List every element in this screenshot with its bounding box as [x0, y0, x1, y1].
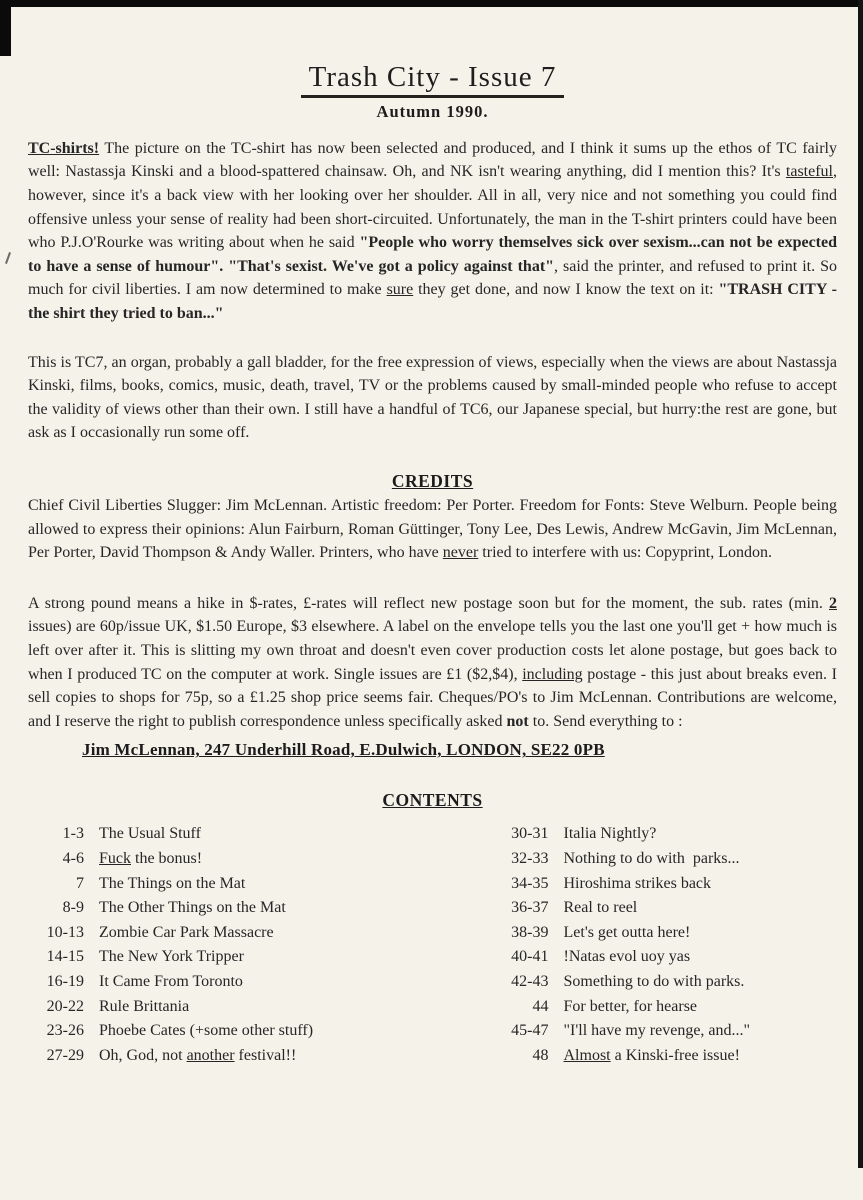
contents-item-title — [564, 921, 691, 946]
contents-list — [28, 822, 837, 1068]
contents-row — [28, 872, 433, 897]
contents-heading-text: CONTENTS — [382, 790, 483, 811]
contents-page-numbers: 20-22 — [46, 997, 84, 1015]
text-segment: TC-shirts! — [28, 139, 100, 157]
subscription-rates-paragraph — [28, 592, 837, 734]
contents-row — [28, 1044, 433, 1069]
contents-item-title — [564, 970, 745, 995]
text-segment: Italia Nightly? — [563, 825, 657, 843]
contents-page-numbers: 34-35 — [511, 874, 549, 892]
contents-row — [28, 945, 433, 970]
contents-item-title — [564, 872, 712, 897]
contents-item-title — [99, 872, 245, 897]
text-segment: !Natas evol uoy yas — [563, 948, 691, 966]
contents-page-numbers: 36-37 — [511, 899, 549, 917]
contents-row — [493, 945, 838, 970]
contents-item-title — [564, 1019, 751, 1044]
contents-row — [493, 822, 838, 847]
contents-page-numbers: 40-41 — [511, 948, 549, 966]
text-segment: Real to reel — [563, 899, 638, 917]
text-segment: Nothing to do with parks... — [563, 849, 740, 867]
contents-page-numbers: 38-39 — [511, 923, 549, 941]
contents-item-title — [564, 847, 740, 872]
text-segment: Almost — [563, 1046, 611, 1064]
text-segment: tasteful — [785, 163, 833, 181]
contents-item-title — [99, 822, 201, 847]
contents-page-numbers: 30-31 — [511, 825, 549, 843]
text-segment: the bonus! — [131, 849, 203, 867]
text-segment: The New York Tripper — [99, 948, 244, 966]
credits-heading — [28, 471, 837, 492]
contents-row — [28, 822, 433, 847]
contents-item-title — [564, 822, 657, 847]
contents-column-left — [28, 822, 433, 1068]
text-segment: A strong pound means a hike in $-rates, £-rates will reflect new postage soon but for the moment, the sub. rates (min. — [28, 594, 829, 612]
text-segment: Rule Brittania — [99, 997, 190, 1015]
text-segment: they get done, and now I know the text on it: — [413, 281, 719, 299]
text-segment: festival!! — [234, 1046, 297, 1064]
text-segment: It Came From Toronto — [99, 972, 243, 990]
text-segment: This is TC7, an organ, probably a gall bladder, for the free expression of views, especially when the views are about Nastassja Kinski, films, books, comics, music, death, travel, TV or the problems caused by small-minded people who refuse to accept the validity of views other than their own. I still have a handful of TC6, our Japanese special, but hurry:the rest are gone, but ask as I occasionally run some off. — [28, 353, 837, 442]
contents-page-numbers: 16-19 — [46, 972, 84, 990]
text-segment: Chief Civil Liberties Slugger: Jim McLennan. Artistic freedom: Per Porter. Freedom for Fonts: Steve Welburn. People being allowed to express their opinions: Alun Fairburn, Roman Güttinger, Tony Lee, Des Lewis, Andrew McGavin, Jim McLennan, Per Porter, David Thompson & Andy Waller. Printers, who have — [28, 497, 837, 562]
text-segment: "I'll have my revenge, and..." — [563, 1022, 751, 1040]
contents-page-numbers: 1-3 — [62, 825, 84, 843]
contents-row — [493, 847, 838, 872]
contents-item-title — [99, 1019, 313, 1044]
credits-paragraph — [28, 494, 837, 565]
contents-row — [493, 921, 838, 946]
contents-row — [493, 896, 838, 921]
contents-item-title — [99, 921, 274, 946]
contents-item-title — [99, 847, 202, 872]
text-segment: 2 — [829, 594, 837, 612]
contents-item-title — [564, 896, 638, 921]
contents-row — [493, 970, 838, 995]
text-segment: Zombie Car Park Massacre — [99, 923, 274, 941]
contents-page-numbers: 8-9 — [62, 899, 84, 917]
contents-item-title — [99, 970, 243, 995]
text-segment: The Usual Stuff — [99, 825, 201, 843]
contents-page-numbers: 27-29 — [46, 1046, 84, 1064]
text-segment: including — [522, 665, 583, 683]
contents-item-title — [564, 995, 698, 1020]
text-segment: "People who worry themselves sick over sexism...can not be expected to have a sense of humour". "That's sexist. We've got a policy against that" — [28, 234, 838, 275]
mailing-address: Jim McLennan, 247 Underhill Road, E.Dulwich, LONDON, SE22 0PB — [82, 740, 605, 760]
contents-item-title — [564, 945, 691, 970]
contents-heading — [28, 790, 837, 811]
contents-item-title — [99, 1044, 296, 1069]
text-segment: Hiroshima strikes back — [563, 874, 712, 892]
contents-page-numbers: 48 — [532, 1046, 549, 1064]
text-segment: Something to do with parks. — [563, 972, 745, 990]
contents-row — [493, 1019, 838, 1044]
text-segment: Let's get outta here! — [563, 923, 691, 941]
contents-row — [28, 995, 433, 1020]
contents-column-right — [433, 822, 838, 1068]
text-segment: tried to interfere with us: Copyprint, London. — [478, 544, 773, 562]
text-segment: , however, since it's a back view with her looking over her shoulder. All in all, very nice and not something you could find offensive unless your sense of reality had been short-circuited. Unfortunately, the man in the T-shirt printers could have been who P.J.O'Rourke was writing about when he said — [28, 163, 837, 252]
contents-page-numbers: 32-33 — [511, 849, 549, 867]
tc-shirts-paragraph — [28, 137, 837, 326]
contents-item-title — [564, 1044, 740, 1069]
text-segment: Fuck — [99, 849, 131, 867]
contents-page-numbers: 45-47 — [511, 1022, 549, 1040]
contents-row — [493, 1044, 838, 1069]
text-segment: postage - this just about breaks even. I sell copies to shops for 75p, so a £1.25 shop price seems fair. Cheques/PO's to Jim McLennan. Contributions are welcome, and I reserve the right to publish correspondence unless specifically asked — [28, 665, 838, 730]
text-segment: The picture on the TC-shirt has now been selected and produced, and I think it sums up the ethos of TC fairly well: Nastassja Kinski and a blood-spattered chainsaw. Oh, and NK isn't wearing anything, did I mention this? It's — [28, 139, 837, 181]
contents-page-numbers: 7 — [76, 874, 84, 892]
contents-page-numbers: 4-6 — [62, 849, 84, 867]
text-segment: a Kinski-free issue! — [610, 1046, 740, 1064]
text-segment: another — [186, 1046, 235, 1064]
text-segment: Oh, God, not — [99, 1046, 187, 1064]
text-segment: , said the printer, and refused to print it. So much for civil liberties. I am now determined to make — [28, 257, 837, 299]
contents-row — [28, 970, 433, 995]
text-segment: The Other Things on the Mat — [99, 899, 286, 917]
issue-date: Autumn 1990. — [376, 101, 489, 121]
contents-item-title — [99, 896, 286, 921]
text-segment: "TRASH CITY - the shirt they tried to ban..." — [28, 281, 838, 323]
contents-row — [28, 896, 433, 921]
tc7-intro-paragraph — [28, 351, 837, 445]
contents-row — [493, 995, 838, 1020]
contents-page-numbers: 10-13 — [46, 923, 84, 941]
text-segment: sure — [386, 281, 414, 299]
contents-row — [28, 1019, 433, 1044]
masthead — [28, 62, 837, 122]
contents-item-title — [99, 945, 244, 970]
text-segment: The Things on the Mat — [99, 874, 246, 892]
text-segment: not — [506, 712, 529, 730]
credits-heading-text: CREDITS — [391, 471, 474, 492]
text-segment: For better, for hearse — [563, 997, 698, 1015]
contents-row — [28, 921, 433, 946]
text-segment: Phoebe Cates (+some other stuff) — [99, 1022, 314, 1040]
contents-row — [493, 872, 838, 897]
contents-page-numbers: 14-15 — [46, 948, 84, 966]
page-title: Trash City - Issue 7 — [301, 62, 565, 98]
contents-page-numbers: 44 — [532, 997, 549, 1015]
contents-item-title — [99, 995, 189, 1020]
text-segment: never — [442, 544, 479, 562]
contents-page-numbers: 42-43 — [511, 972, 549, 990]
contents-row — [28, 847, 433, 872]
text-segment: issues) are 60p/issue UK, $1.50 Europe, $3 elsewhere. A label on the envelope tells you the last one you'll get + how much is left over after it. This is slitting my own throat and doesn't even cover production costs let alone postage, but goes back to when I produced TC on the computer at work. Single issues are £1 ($2,$4), — [28, 618, 837, 683]
contents-page-numbers: 23-26 — [46, 1022, 84, 1040]
text-segment: to. Send everything to : — [528, 712, 683, 730]
